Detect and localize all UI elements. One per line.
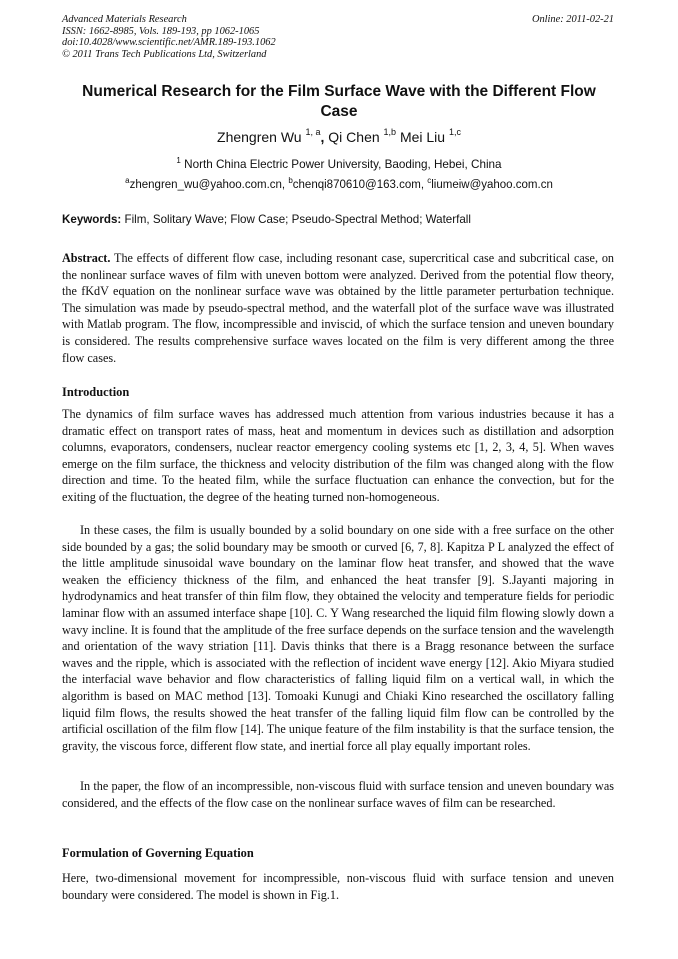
introduction-paragraph-2: In these cases, the film is usually bounded by a solid boundary on one side with a free surface on the other side bounded by a gas; the solid boundary may be smooth or curved [6, 7, 8]. Kapitza P L analyzed the effect of the little amplitude sinusoidal wave boundary on the laminar flow heat transfer, and showed that the wave weaken the efficiency thickness of the film, and enhanced the heat transfer [9]. S.Jayanti majoring in hydrodynamics and heat transfer of thin film flow, they obtained the velocity and temperature fields for periodic laminar flow with an assumed interface shape [10]. C. Y Wang researched the liquid film flowing slowly down a wavy incline. It is found that the amplitude of the free surface depends on the surface tension and the wavelength and orientation of the wavy striation [11]. Davis thinks that there is a Bragg resonance between the surface waves and the ripple, which is associated with the reflection of incident wave energy [12]. Akio Miyara studied the interfacial wave behavior and flow characteristics of falling liquid film on a vertical wall, in which the algorithm is based on MAC method [13]. Tomoaki Kunugi and Chiaki Kino researched the oscillatory falling liquid film flows, the results showed the heat transfer of the falling liquid film flow can be controlled by the artificial oscillation of the film flow [14]. The unique feature of the film instability is that the surface tension, the gravity, the viscous force, different flow state, and inertial force all play equally important roles. <box>62 523 614 753</box>
journal-name: Advanced Materials Research <box>62 14 187 25</box>
email-a[interactable]: zhengren_wu@yahoo.com.cn, <box>129 179 286 191</box>
author-1: Zhengren Wu <box>217 129 302 145</box>
email-list <box>62 178 616 193</box>
copyright-line: © 2011 Trans Tech Publications Ltd, Switzerland <box>62 48 267 60</box>
keywords <box>62 212 616 227</box>
author-2: Qi Chen <box>328 129 380 145</box>
email-b[interactable]: chenqi870610@163.com, <box>292 179 425 191</box>
abstract-label: Abstract. <box>62 251 111 265</box>
author-3-affil: 1,c <box>448 127 461 137</box>
email-c[interactable]: liumeiw@yahoo.com.cn <box>431 179 553 191</box>
author-3: Mei Liu <box>399 129 446 145</box>
keywords-label: Keywords: <box>62 213 122 226</box>
governing-equation-heading: Formulation of Governing Equation <box>62 846 254 860</box>
email-c-marker: c <box>427 176 432 185</box>
email-b-marker: b <box>288 176 293 185</box>
issn-line: ISSN: 1662-8985, Vols. 189-193, pp 1062-1065 <box>62 25 260 37</box>
author-1-affil: 1, a <box>305 127 321 137</box>
title-line-1: Numerical Research for the Film Surface Wave with the Different Flow <box>82 83 596 100</box>
author-list: Zhengren Wu $^{1, a}$, Qi Chen $^{1,b}$ Mei Liu $^{1,c}$ <box>217 127 461 145</box>
paper-title <box>62 82 616 122</box>
introduction-paragraph-1: The dynamics of film surface waves has addressed much attention from various industries because it has a dramatic effect on transport rates of mass, heat and momentum in devices such as distillation and adsorption columns, evaporators, condensers, nuclear reactor emergency cooling systems etc [1, 2, 3, 4, 5]. When waves emerge on the film surface, the thickness and velocity distribution of the film was changed along with the flow direction and time. To the heated film, while the surface fluctuation can enhance the convection, but for the exiting of the fluctuation, the degree of the heating turned non-homogeneous. <box>62 407 614 504</box>
affiliation <box>62 157 616 172</box>
affiliation-text: North China Electric Power University, Baoding, Hebei, China <box>184 158 502 171</box>
introduction-heading: Introduction <box>62 385 130 399</box>
abstract <box>62 250 614 366</box>
email-a-marker: a <box>125 176 130 185</box>
keywords-text: Film, Solitary Wave; Flow Case; Pseudo-Spectral Method; Waterfall <box>124 213 471 226</box>
affiliation-marker: 1 <box>176 156 181 165</box>
governing-paragraph-1: Here, two-dimensional movement for incompressible, non-viscous fluid with surface tension and uneven boundary were considered. The model is shown in Fig.1. <box>62 871 614 902</box>
doi-line: doi:10.4028/www.scientific.net/AMR.189-193.1062 <box>62 37 276 49</box>
introduction-paragraph-3: In the paper, the flow of an incompressible, non-viscous fluid with surface tension and uneven boundary was considered, and the effects of the flow case on the nonlinear surface waves of film can be researched. <box>62 779 614 810</box>
title-line-2: Case <box>320 103 358 120</box>
abstract-text: The effects of different flow case, including resonant case, supercritical case and subcritical case, on the nonlinear surface waves of film with uneven bottom were analyzed. Derived from the potential flow theory, the fKdV equation on the nonlinear surface wave was obtained by the little parameter perturbation technique. The simulation was made by pseudo-spectral method, and the waterfall plot of the surface wave was illustrated with Matlab program. The flow, incompressible and inviscid, of which the surface tension and uneven boundary is considered. The results comprehensive surface waves located on the film is very different among the three flow cases. <box>62 251 615 365</box>
online-date: Online: 2011-02-21 <box>531 14 614 25</box>
journal-header <box>62 14 614 72</box>
author-2-affil: 1,b <box>383 127 397 137</box>
